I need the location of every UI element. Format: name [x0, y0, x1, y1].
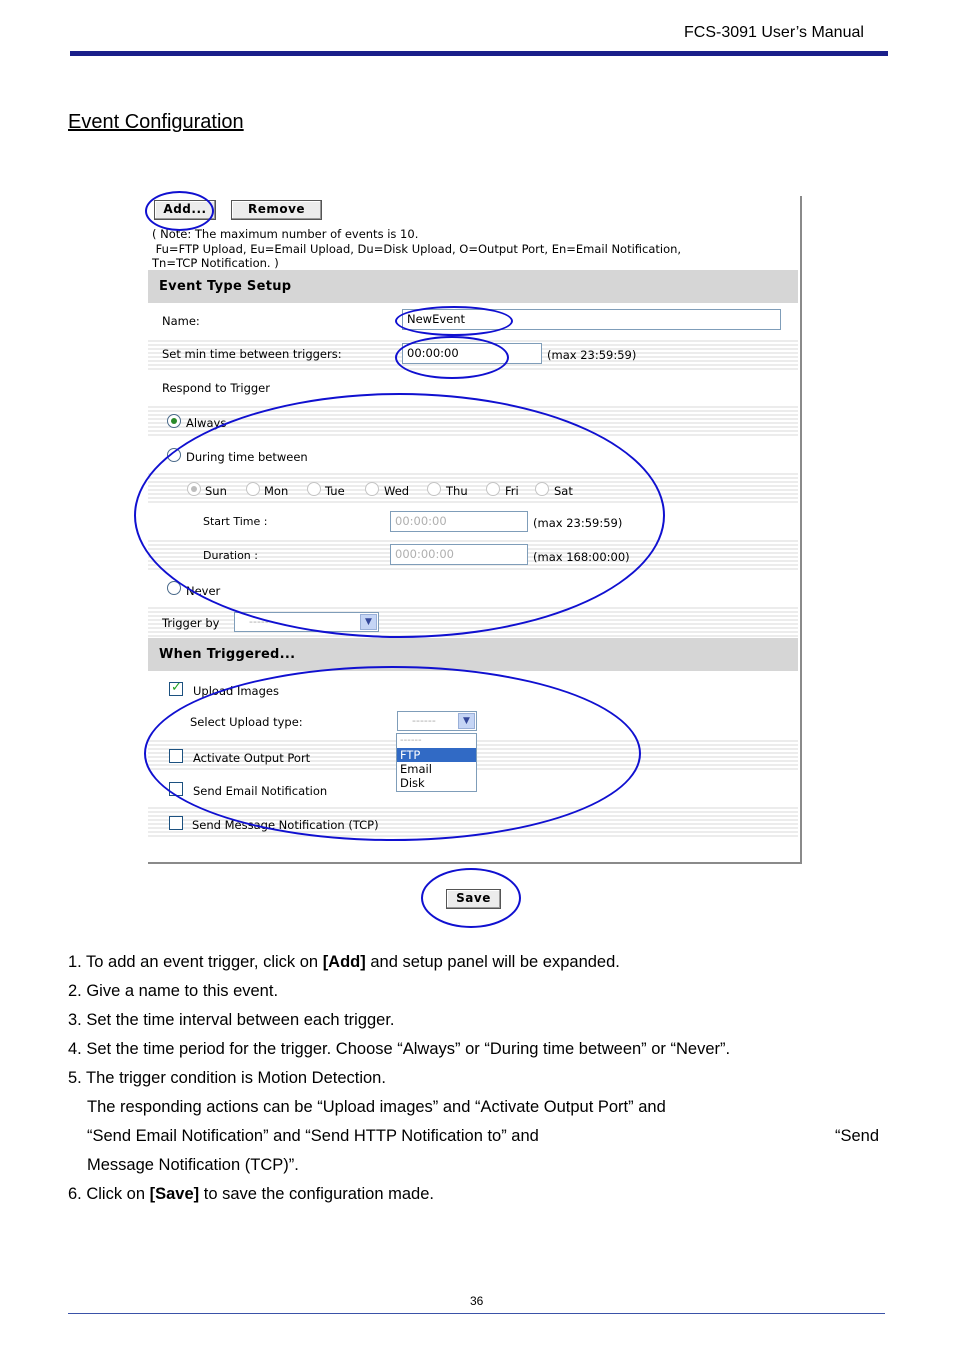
name-input[interactable]: NewEvent — [402, 309, 781, 330]
save-button[interactable]: Save — [446, 889, 501, 909]
upload-type-label: Select Upload type: — [190, 715, 303, 729]
header-rule — [70, 51, 888, 56]
step-text: 1. To add an event trigger, click on — [68, 953, 323, 971]
note-line: Fu=FTP Upload, Eu=Email Upload, Du=Disk Upload, O=Output Port, En=Email Notification, — [152, 241, 682, 256]
start-time-label: Start Time : — [203, 515, 268, 528]
always-radio[interactable] — [167, 414, 181, 428]
min-time-label: Set min time between triggers: — [162, 347, 342, 361]
day-label: Sun — [205, 484, 227, 498]
duration-input[interactable]: 000:00:00 — [390, 544, 528, 565]
highlight-ellipse — [144, 666, 641, 841]
day-label: Fri — [505, 484, 519, 498]
start-time-input[interactable]: 00:00:00 — [390, 511, 528, 532]
chevron-down-icon: ▼ — [458, 713, 475, 729]
day-label: Mon — [264, 484, 289, 498]
page-number: 36 — [470, 1294, 484, 1308]
email-notification-label: Send Email Notification — [193, 784, 328, 798]
step-5-detail: The responding actions can be “Upload images” and “Activate Output Port” and — [87, 1098, 666, 1116]
highlight-ellipse — [395, 336, 509, 379]
step-6 — [68, 1180, 434, 1209]
events-note — [152, 227, 681, 271]
day-label: Wed — [384, 484, 410, 498]
trigger-by-value: ------ — [249, 615, 273, 628]
step-bold: [Save] — [149, 1185, 200, 1203]
trigger-by-label: Trigger by — [162, 616, 220, 630]
step-5-detail: Message Notification (TCP)”. — [87, 1156, 299, 1174]
step-1 — [68, 948, 620, 977]
day-label: Sat — [554, 484, 573, 498]
step-4: 4. Set the time period for the trigger. Choose “Always” or “During time between” or “Never”. — [68, 1040, 731, 1058]
upload-type-value: ------ — [412, 714, 436, 727]
output-port-label: Activate Output Port — [193, 751, 311, 765]
min-time-max: (max 23:59:59) — [547, 348, 637, 362]
remove-button[interactable]: Remove — [231, 200, 322, 220]
highlight-ellipse — [145, 191, 214, 231]
chevron-down-icon: ▼ — [360, 614, 377, 630]
section-title: Event Configuration — [68, 111, 244, 133]
step-2: 2. Give a name to this event. — [68, 982, 279, 1000]
upload-images-checkbox[interactable] — [169, 682, 183, 696]
upload-option-ftp[interactable]: FTP — [397, 748, 476, 762]
note-line: ( Note: The maximum number of events is 10. — [152, 227, 419, 241]
step-5: 5. The trigger condition is Motion Detection. — [68, 1069, 386, 1087]
during-label: During time between — [186, 450, 308, 464]
step-text: 6. Click on — [68, 1185, 150, 1203]
step-text: and setup panel will be expanded. — [365, 953, 620, 971]
step-5-detail: “Send — [835, 1127, 880, 1145]
highlight-ellipse — [134, 393, 665, 638]
always-label: Always — [186, 416, 227, 430]
upload-images-label: Upload Images — [193, 684, 279, 698]
tcp-notification-label: Send Message Notification (TCP) — [192, 818, 379, 832]
name-label: Name: — [162, 314, 200, 328]
event-type-setup-title: Event Type Setup — [159, 279, 292, 294]
manual-title: FCS-3091 User’s Manual — [684, 24, 864, 41]
step-3: 3. Set the time interval between each trigger. — [68, 1011, 395, 1029]
step-5-detail: “Send Email Notification” and “Send HTTP Notification to” and — [87, 1127, 539, 1145]
step-text: to save the configuration made. — [199, 1185, 434, 1203]
never-label: Never — [186, 584, 221, 598]
duration-label: Duration : — [203, 549, 258, 562]
min-time-input[interactable]: 00:00:00 — [402, 343, 542, 364]
when-triggered-title: When Triggered... — [159, 647, 296, 662]
day-label: Thu — [446, 484, 468, 498]
start-time-max: (max 23:59:59) — [533, 516, 623, 530]
upload-option-email[interactable]: Email — [400, 762, 432, 776]
upload-option[interactable]: ------ — [400, 735, 422, 746]
step-bold: [Add] — [322, 953, 366, 971]
note-line: Tn=TCP Notification. ) — [152, 256, 279, 270]
upload-option-disk[interactable]: Disk — [400, 776, 425, 790]
highlight-ellipse — [421, 868, 521, 928]
when-triggered-header — [148, 638, 798, 671]
footer-rule — [68, 1313, 885, 1314]
day-label: Tue — [325, 484, 345, 498]
duration-max: (max 168:00:00) — [533, 550, 630, 564]
event-type-setup-header — [148, 270, 798, 303]
respond-to-trigger-label: Respond to Trigger — [162, 381, 270, 395]
highlight-ellipse — [395, 306, 513, 336]
add-button[interactable]: Add... — [154, 200, 216, 220]
tcp-notification-checkbox[interactable] — [169, 816, 183, 830]
